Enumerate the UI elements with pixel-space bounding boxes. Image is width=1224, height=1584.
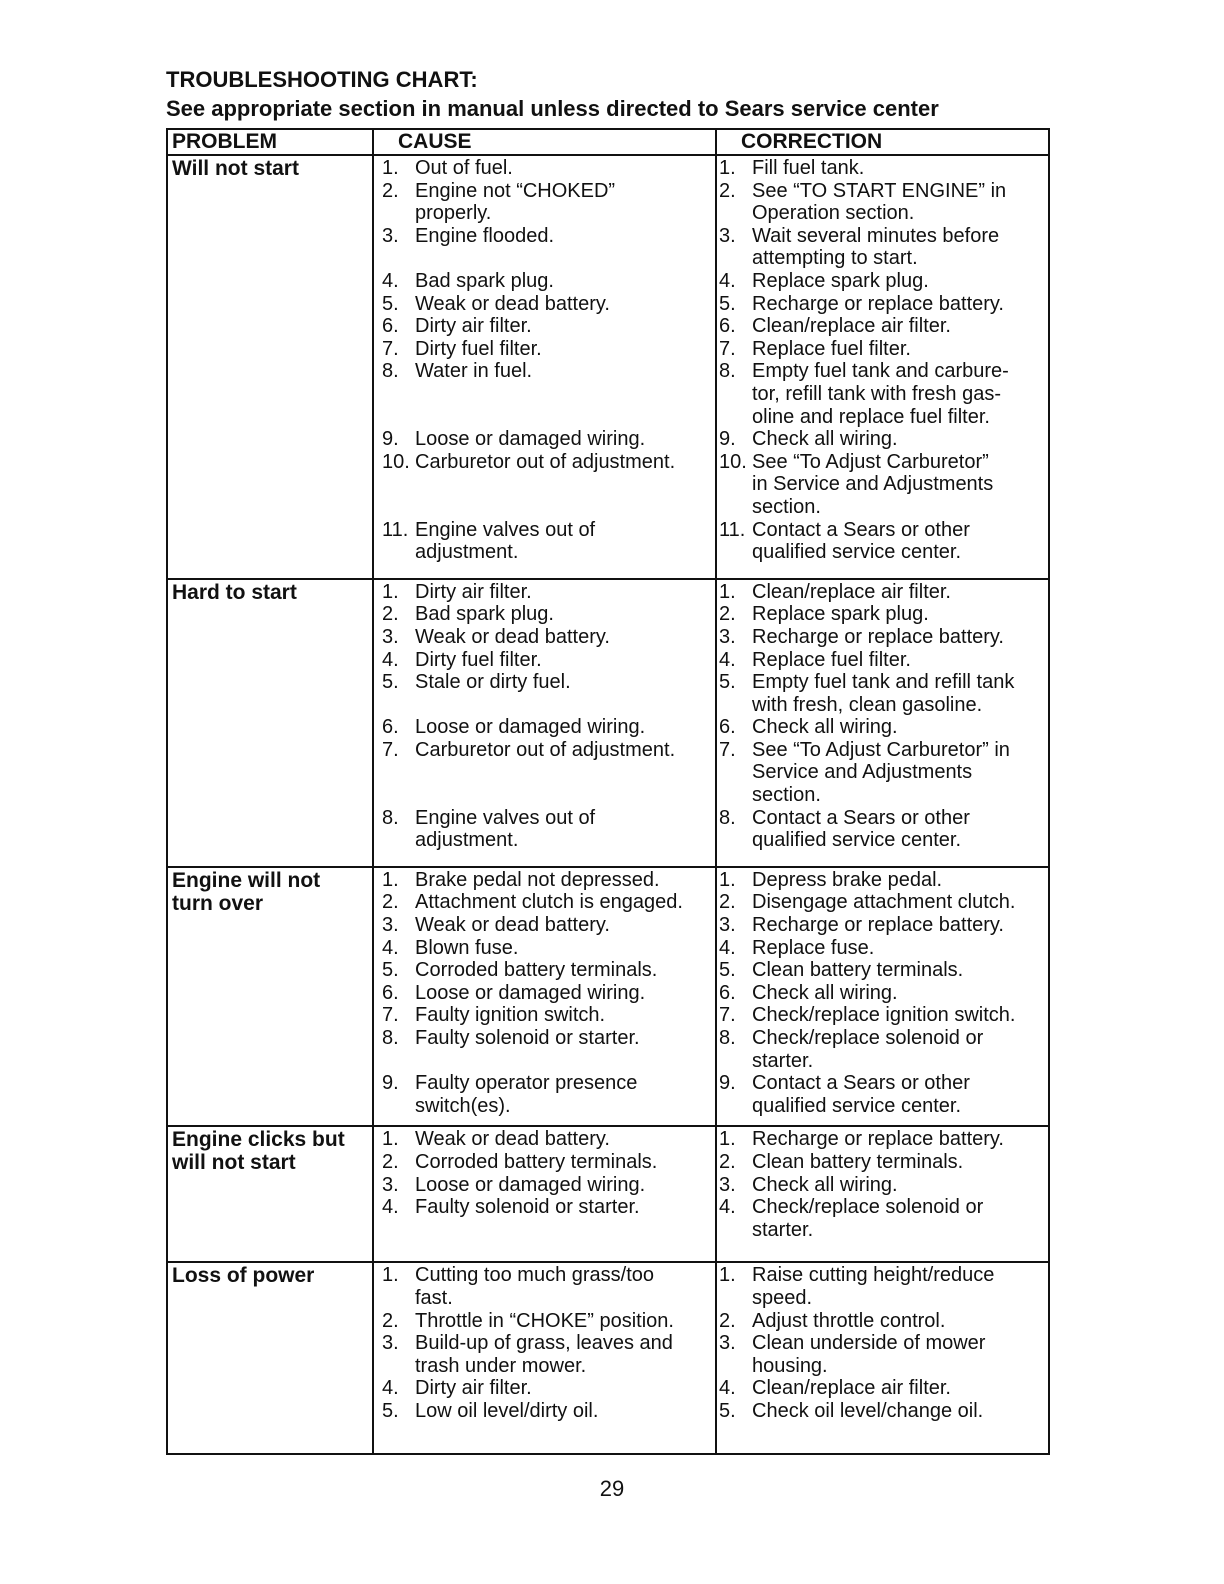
correction-item-number: 5.: [719, 671, 736, 694]
cause-item-text: Carburetor out of adjustment.: [415, 450, 676, 473]
correction-list: [717, 580, 1048, 866]
correction-item: [717, 315, 1048, 338]
cause-item-text: Throttle in “CHOKE” position.: [415, 1309, 674, 1332]
correction-item: [717, 914, 1048, 937]
cause-item: [374, 293, 715, 316]
correction-cell: [716, 1262, 1049, 1453]
cause-item-number: 3.: [382, 1332, 399, 1355]
correction-item: [717, 603, 1048, 626]
page-title: TROUBLESHOOTING CHART:: [166, 67, 478, 92]
correction-item-text: Check all wiring.: [752, 428, 898, 451]
correction-item: [717, 716, 1048, 739]
correction-item-text: Check/replace ignition switch.: [752, 1004, 1016, 1027]
correction-item: [717, 338, 1048, 361]
correction-item-number: 3.: [719, 1173, 736, 1196]
cause-item-number: 1.: [382, 868, 399, 891]
correction-item-text: Disengage attachment clutch.: [752, 891, 1016, 914]
cause-item: [374, 1151, 715, 1174]
correction-item-text: Clean/replace air filter.: [752, 580, 951, 603]
cause-item: [374, 270, 715, 293]
correction-item: [717, 1377, 1048, 1400]
correction-item-text: Clean/replace air filter.: [752, 315, 951, 338]
cause-item: [374, 937, 715, 960]
correction-item: [717, 937, 1048, 960]
correction-item-number: 11.: [719, 518, 746, 541]
correction-item-number: 4.: [719, 269, 736, 292]
cause-item: [374, 1196, 715, 1241]
header-problem: PROBLEM: [167, 129, 373, 155]
header-row: [167, 129, 1049, 155]
table-row: [167, 1126, 1049, 1262]
cause-item-text: Cutting too much grass/too fast.: [415, 1264, 655, 1309]
correction-item: [717, 1400, 1048, 1423]
cause-item-number: 4.: [382, 1196, 399, 1219]
correction-item-number: 5.: [719, 292, 736, 315]
correction-item: [717, 519, 1048, 564]
cause-item: [374, 1332, 715, 1377]
correction-item-number: 1.: [719, 580, 736, 603]
correction-item: [717, 293, 1048, 316]
correction-item-text: Clean battery terminals.: [752, 1150, 964, 1173]
cause-item-number: 4.: [382, 648, 399, 671]
correction-item-text: Recharge or replace battery.: [752, 292, 1004, 315]
correction-item: [717, 1332, 1048, 1377]
problem-label: Engine will not turn over: [172, 868, 321, 915]
correction-item-text: Replace fuel filter.: [752, 648, 911, 671]
problem-cell: [167, 867, 373, 1127]
cause-item-text: Dirty fuel filter.: [415, 337, 542, 360]
cause-item-text: Bad spark plug.: [415, 603, 554, 626]
correction-item: [717, 360, 1048, 428]
cause-item: [374, 1400, 715, 1423]
cause-item: [374, 739, 715, 807]
correction-item-number: 3.: [719, 914, 736, 937]
problem-label: Hard to start: [172, 580, 297, 604]
cause-item-text: Loose or damaged wiring.: [415, 428, 646, 451]
cause-item-number: 6.: [382, 315, 399, 338]
correction-item: [717, 869, 1048, 892]
cause-item: [374, 807, 715, 852]
cause-item-number: 3.: [382, 1173, 399, 1196]
page-number: 29: [599, 1476, 625, 1501]
correction-item-text: Replace fuse.: [752, 936, 875, 959]
cause-item-number: 5.: [382, 671, 399, 694]
correction-item-text: See “To Adjust Carburetor” in Service and Adjustments section.: [752, 738, 1010, 807]
correction-item-number: 9.: [719, 428, 736, 451]
problem-label: Engine clicks but will not start: [172, 1128, 345, 1175]
correction-item: [717, 959, 1048, 982]
cause-item-text: Engine valves out of adjustment.: [415, 806, 596, 852]
cause-item: [374, 428, 715, 451]
cause-item-number: 2.: [382, 1150, 399, 1173]
correction-item: [717, 1072, 1048, 1117]
cause-item-number: 6.: [382, 716, 399, 739]
cause-item-number: 8.: [382, 806, 399, 829]
problem-label: Loss of power: [172, 1264, 315, 1288]
cause-list: [374, 1263, 715, 1452]
correction-item-text: Raise cutting height/reduce speed.: [752, 1264, 995, 1309]
correction-item: [717, 1174, 1048, 1197]
correction-item-text: Empty fuel tank and refill tank with fresh, clean gasoline.: [752, 671, 1015, 716]
correction-item-number: 2.: [719, 1309, 736, 1332]
correction-item: [717, 1196, 1048, 1241]
header-correction: CORRECTION: [716, 129, 1049, 155]
cause-item: [374, 716, 715, 739]
correction-item-number: 2.: [719, 179, 736, 202]
correction-item: [717, 982, 1048, 1005]
cause-item-text: Dirty fuel filter.: [415, 648, 542, 671]
cause-item: [374, 982, 715, 1005]
correction-item-number: 3.: [719, 625, 736, 648]
correction-item-number: 3.: [719, 224, 736, 247]
correction-cell: [716, 1126, 1049, 1262]
correction-item: [717, 1310, 1048, 1333]
cause-item: [374, 649, 715, 672]
correction-item: [717, 1027, 1048, 1072]
cause-item-text: Dirty air filter.: [415, 1377, 532, 1400]
correction-item-number: 2.: [719, 603, 736, 626]
correction-item: [717, 157, 1048, 180]
cause-item-text: Corroded battery terminals.: [415, 959, 658, 982]
correction-item-text: Replace fuel filter.: [752, 337, 911, 360]
cause-item-text: Engine valves out of adjustment.: [415, 518, 596, 564]
table-row: [167, 1262, 1049, 1453]
cause-item-number: 11.: [382, 518, 409, 541]
cause-item-text: Low oil level/dirty oil.: [415, 1399, 599, 1422]
cause-item-number: 5.: [382, 959, 399, 982]
problem-cell: [167, 155, 373, 579]
cause-item-text: Weak or dead battery.: [415, 625, 610, 648]
correction-item: [717, 1151, 1048, 1174]
correction-item-number: 6.: [719, 981, 736, 1004]
cause-item-text: Stale or dirty fuel.: [415, 671, 571, 694]
cause-list: [374, 1127, 715, 1261]
cause-item: [374, 1377, 715, 1400]
cause-cell: [373, 579, 716, 867]
page-subtitle: See appropriate section in manual unless directed to Sears service center: [166, 96, 939, 121]
correction-item-text: Contact a Sears or other qualified service center.: [752, 1072, 970, 1117]
cause-item: [374, 225, 715, 270]
correction-item-text: Contact a Sears or other qualified service center.: [752, 518, 970, 564]
cause-item-text: Faulty operator presence switch(es).: [415, 1072, 638, 1117]
cause-item-text: Brake pedal not depressed.: [415, 868, 660, 891]
correction-list: [717, 868, 1048, 1126]
cause-item-text: Dirty air filter.: [415, 315, 532, 338]
correction-item-number: 8.: [719, 806, 736, 829]
cause-list: [374, 868, 715, 1126]
cause-item: [374, 1072, 715, 1117]
correction-item-number: 6.: [719, 315, 736, 338]
problem-cell: [167, 1126, 373, 1262]
cause-item: [374, 1174, 715, 1197]
correction-item-number: 1.: [719, 1264, 736, 1287]
correction-item-number: 1.: [719, 157, 736, 179]
cause-item-number: 2.: [382, 1309, 399, 1332]
cause-item-number: 10.: [382, 450, 410, 473]
correction-item-number: 4.: [719, 1196, 736, 1219]
correction-item: [717, 1264, 1048, 1309]
cause-item-number: 2.: [382, 891, 399, 914]
correction-item-number: 10.: [719, 450, 747, 473]
correction-item-number: 6.: [719, 716, 736, 739]
cause-item-number: 6.: [382, 981, 399, 1004]
cause-item-number: 2.: [382, 179, 399, 202]
cause-item-number: 2.: [382, 603, 399, 626]
cause-item: [374, 157, 715, 180]
cause-item-text: Weak or dead battery.: [415, 1128, 610, 1151]
correction-item-text: Recharge or replace battery.: [752, 914, 1004, 937]
cause-item: [374, 338, 715, 361]
cause-cell: [373, 1262, 716, 1453]
correction-item: [717, 451, 1048, 519]
correction-item-text: Check/replace solenoid or starter.: [752, 1196, 984, 1241]
cause-item-text: Corroded battery terminals.: [415, 1150, 658, 1173]
cause-item-number: 3.: [382, 625, 399, 648]
cause-item-text: Blown fuse.: [415, 936, 519, 959]
problem-label: Will not start: [172, 157, 299, 180]
cause-item-text: Faulty solenoid or starter.: [415, 1196, 640, 1219]
cause-item-text: Engine not “CHOKED” properly.: [415, 179, 616, 225]
cause-item-number: 7.: [382, 337, 399, 360]
correction-item-text: Check all wiring.: [752, 716, 898, 739]
correction-item-text: Recharge or replace battery.: [752, 625, 1004, 648]
cause-item: [374, 581, 715, 604]
cause-item-number: 1.: [382, 1128, 399, 1151]
correction-item-text: Clean/replace air filter.: [752, 1377, 951, 1400]
cause-item-text: Faulty solenoid or starter.: [415, 1027, 640, 1050]
cause-item: [374, 671, 715, 716]
header-cause: CAUSE: [373, 129, 716, 155]
correction-item-number: 7.: [719, 337, 736, 360]
correction-item: [717, 671, 1048, 716]
correction-item-text: Adjust throttle control.: [752, 1309, 946, 1332]
correction-item: [717, 270, 1048, 293]
correction-item-number: 8.: [719, 1027, 736, 1050]
cause-item-number: 5.: [382, 1399, 399, 1422]
table-row: [167, 579, 1049, 867]
correction-item-text: Empty fuel tank and carbure- tor, refill tank with fresh gas- oline and replace fuel filter.: [752, 360, 1009, 428]
cause-item: [374, 959, 715, 982]
correction-cell: [716, 867, 1049, 1127]
correction-item-number: 2.: [719, 891, 736, 914]
cause-item-text: Bad spark plug.: [415, 269, 554, 292]
correction-item-text: Check/replace solenoid or starter.: [752, 1027, 984, 1072]
correction-item: [717, 626, 1048, 649]
cause-item-number: 5.: [382, 292, 399, 315]
cause-item-number: 1.: [382, 1264, 399, 1287]
cause-list: [374, 156, 715, 578]
correction-item: [717, 225, 1048, 270]
correction-item-text: Wait several minutes before attempting to start.: [752, 224, 1000, 270]
problem-cell: [167, 1262, 373, 1453]
cause-item: [374, 891, 715, 914]
correction-item-number: 7.: [719, 1004, 736, 1027]
table-header: [167, 129, 1049, 155]
correction-item: [717, 807, 1048, 852]
correction-cell: [716, 155, 1049, 579]
correction-item: [717, 1004, 1048, 1027]
correction-item: [717, 581, 1048, 604]
correction-item-text: Depress brake pedal.: [752, 868, 943, 891]
cause-item-text: Water in fuel.: [415, 360, 533, 383]
cause-item-number: 4.: [382, 269, 399, 292]
cause-item-number: 1.: [382, 157, 399, 179]
cause-item-number: 4.: [382, 936, 399, 959]
correction-item-number: 2.: [719, 1150, 736, 1173]
correction-item-number: 5.: [719, 959, 736, 982]
cause-item: [374, 1264, 715, 1309]
correction-item-text: Contact a Sears or other qualified service center.: [752, 806, 970, 852]
correction-item: [717, 891, 1048, 914]
correction-item-text: Replace spark plug.: [752, 269, 929, 292]
correction-item-number: 4.: [719, 1377, 736, 1400]
troubleshooting-table: [166, 128, 1050, 1455]
cause-item: [374, 869, 715, 892]
table-body: [167, 155, 1049, 1454]
correction-item-number: 5.: [719, 1399, 736, 1422]
cause-item-number: 8.: [382, 1027, 399, 1050]
correction-item-text: Check all wiring.: [752, 1173, 898, 1196]
correction-item-text: Check oil level/change oil.: [752, 1399, 984, 1422]
correction-item-number: 7.: [719, 738, 736, 761]
correction-cell: [716, 579, 1049, 867]
problem-cell: [167, 579, 373, 867]
cause-item-number: 9.: [382, 1072, 399, 1095]
correction-item-text: See “To Adjust Carburetor” in Service and Adjustments section.: [752, 450, 994, 518]
cause-item-number: 9.: [382, 428, 399, 451]
cause-item-text: Build-up of grass, leaves and trash under mower.: [415, 1332, 673, 1377]
cause-item-text: Weak or dead battery.: [415, 292, 610, 315]
cause-item: [374, 451, 715, 519]
cause-item: [374, 1310, 715, 1333]
correction-item-number: 1.: [719, 1128, 736, 1151]
correction-item: [717, 1128, 1048, 1151]
correction-item: [717, 739, 1048, 807]
cause-item: [374, 1004, 715, 1027]
correction-item-number: 8.: [719, 360, 736, 383]
cause-item-number: 4.: [382, 1377, 399, 1400]
correction-item-text: Fill fuel tank.: [752, 157, 865, 179]
cause-item-text: Attachment clutch is engaged.: [415, 891, 683, 914]
cause-item-text: Loose or damaged wiring.: [415, 981, 646, 1004]
cause-item: [374, 914, 715, 937]
cause-item-text: Carburetor out of adjustment.: [415, 738, 676, 761]
cause-item: [374, 626, 715, 649]
cause-item-number: 8.: [382, 360, 399, 383]
cause-item: [374, 315, 715, 338]
correction-list: [717, 1127, 1048, 1261]
cause-item: [374, 519, 715, 564]
correction-item: [717, 180, 1048, 225]
correction-item-text: Check all wiring.: [752, 981, 898, 1004]
cause-item-text: Loose or damaged wiring.: [415, 1173, 646, 1196]
correction-list: [717, 156, 1048, 578]
correction-item-number: 3.: [719, 1332, 736, 1355]
cause-cell: [373, 1126, 716, 1262]
cause-item-text: Loose or damaged wiring.: [415, 716, 646, 739]
cause-item: [374, 603, 715, 626]
correction-item-number: 4.: [719, 936, 736, 959]
cause-item-text: Out of fuel.: [415, 157, 513, 179]
correction-item-text: Clean battery terminals.: [752, 959, 964, 982]
cause-item: [374, 180, 715, 225]
cause-item-number: 1.: [382, 580, 399, 603]
table-row: [167, 867, 1049, 1127]
cause-item-text: Engine flooded.: [415, 224, 555, 247]
cause-item-number: 7.: [382, 738, 399, 761]
cause-cell: [373, 155, 716, 579]
cause-item: [374, 1128, 715, 1151]
correction-item-number: 1.: [719, 868, 736, 891]
cause-item-number: 7.: [382, 1004, 399, 1027]
correction-item-number: 4.: [719, 648, 736, 671]
cause-item: [374, 360, 715, 428]
correction-item-text: Recharge or replace battery.: [752, 1128, 1004, 1151]
cause-item-text: Faulty ignition switch.: [415, 1004, 606, 1027]
cause-item: [374, 1027, 715, 1072]
correction-item: [717, 649, 1048, 672]
correction-item-text: See “TO START ENGINE” in Operation section.: [752, 179, 1007, 225]
cause-list: [374, 580, 715, 866]
cause-cell: [373, 867, 716, 1127]
correction-item-text: Clean underside of mower housing.: [752, 1332, 986, 1377]
correction-item-number: 9.: [719, 1072, 736, 1095]
cause-item-text: Weak or dead battery.: [415, 914, 610, 937]
correction-item: [717, 428, 1048, 451]
cause-item-number: 3.: [382, 914, 399, 937]
table-row: [167, 155, 1049, 579]
correction-item-text: Replace spark plug.: [752, 603, 929, 626]
cause-item-number: 3.: [382, 224, 399, 247]
correction-list: [717, 1263, 1048, 1452]
cause-item-text: Dirty air filter.: [415, 580, 532, 603]
